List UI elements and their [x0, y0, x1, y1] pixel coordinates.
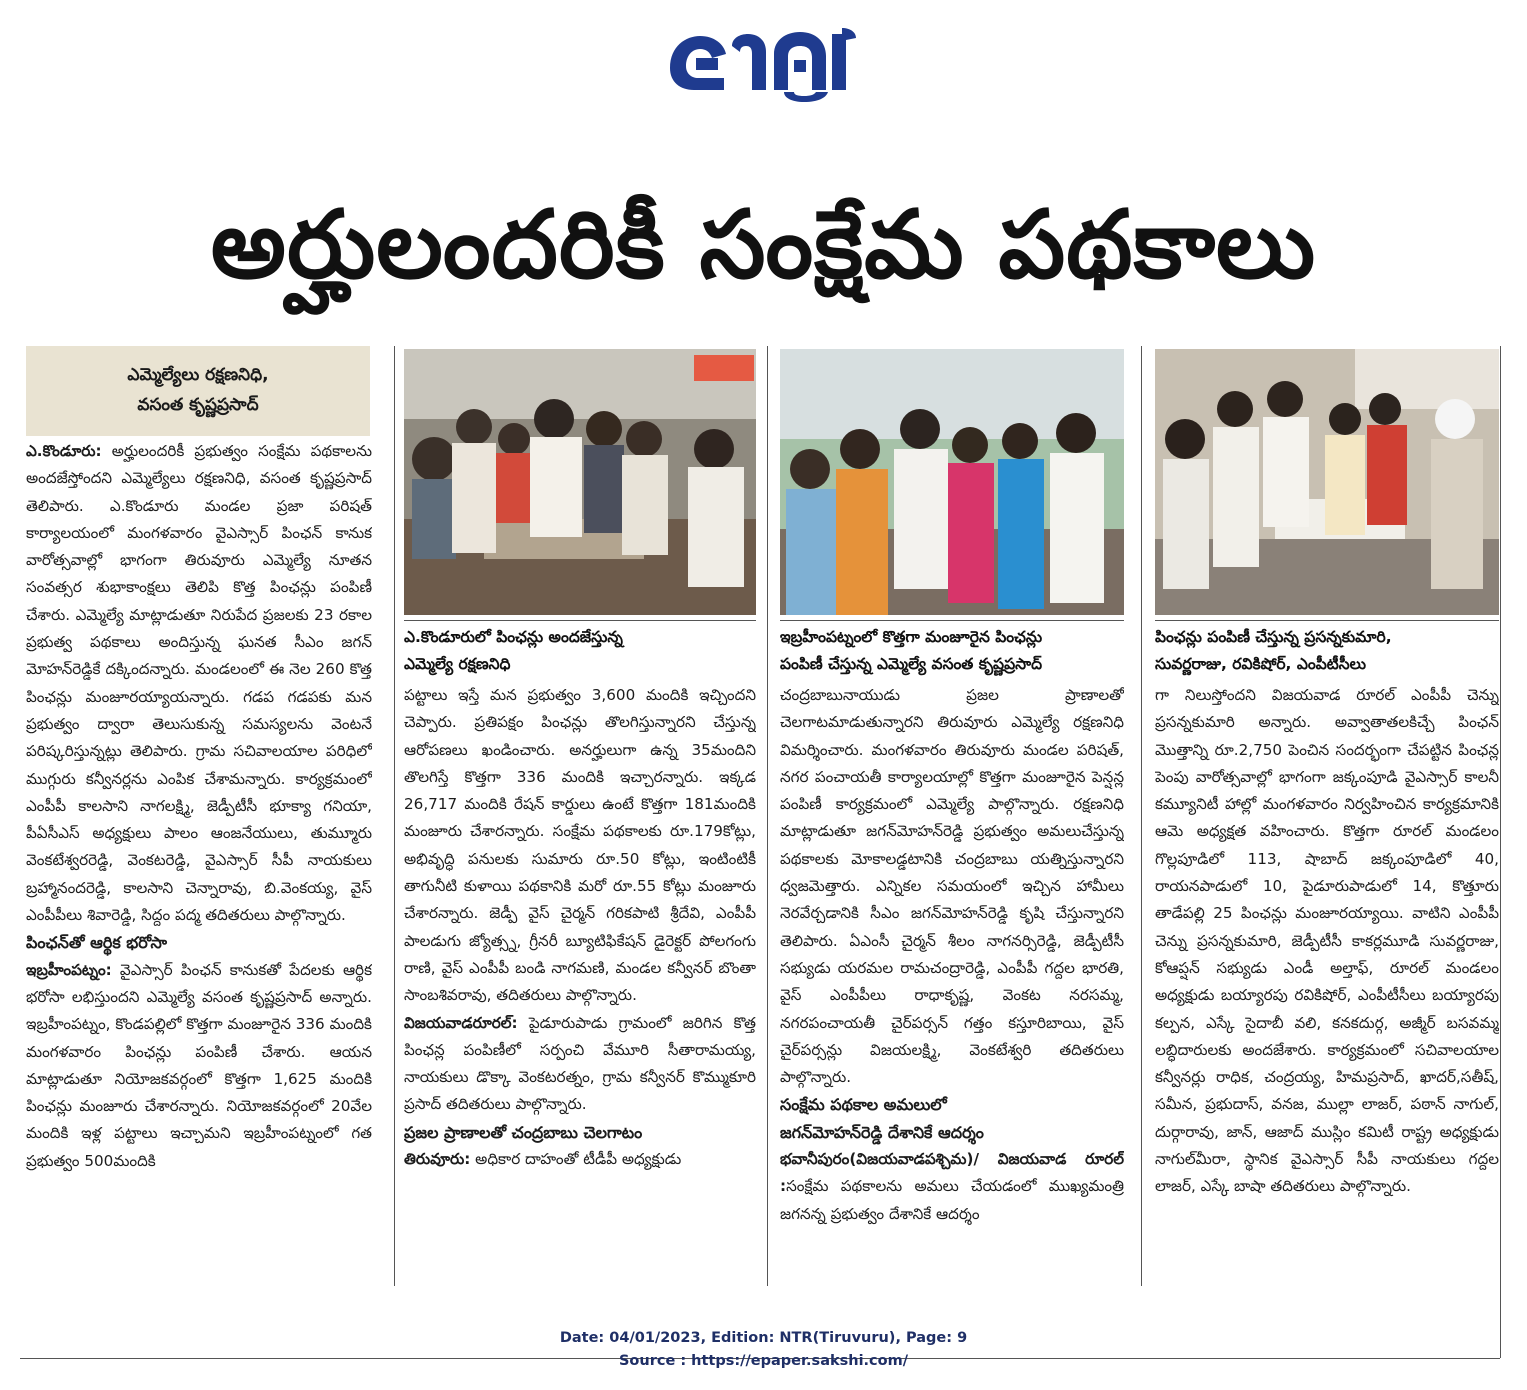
photo-2-caption-line-2: పంపిణీ చేస్తున్న ఎమ్మెల్యే వసంత కృష్ణప్రసాద్	[780, 655, 1043, 673]
photo-2-caption	[780, 624, 1140, 678]
col3-paragraph-2	[780, 1146, 1124, 1228]
column-rule-3	[1141, 346, 1142, 1286]
photo-1-caption	[404, 624, 760, 678]
photo-3-caption-rule	[1155, 620, 1499, 621]
byline-line-2: వసంత కృష్ణప్రసాద్	[137, 395, 259, 415]
col1-paragraph-2	[26, 957, 372, 1175]
col3-paragraph-1: చంద్రబాబునాయుడు ప్రజల ప్రాణాలతో చెలగాటమాడుతున్నారని తిరువూరు ఎమ్మెల్యే రక్షణనిధి విమర్శించారు. మంగళవారం తిరువూరు మండల పరిషత్, నగర పంచాయతీ కార్యాలయాల్లో కొత్తగా మంజూరైన పెన్షన్ల పంపిణీ కార్యక్రమంలో ఎమ్మెల్యే పాల్గొన్నారు. రక్షణనిధి మాట్లాడుతూ జగన్‌మోహన్‌రెడ్డి ప్రభుత్వం అమలుచేస్తున్న పథకాలకు మోకాలడ్డటానికి చంద్రబాబు యత్నిస్తున్నారని ధ్వజమెత్తారు. ఎన్నికల సమయంలో ఇచ్చిన హామీలు నెరవేర్చడానికి సీఎం జగన్‌మోహన్‌రెడ్డి కృషి చేస్తున్నారని తెలిపారు. ఏఎంసీ చైర్మన్ శీలం నాగనర్సిరెడ్డి, జెడ్పీటీసీ సభ్యుడు యరమల రామచంద్రారెడ్డి, ఎంపీపీ గద్దల భారతి, వైస్ ఎంపీపీలు రాధాకృష్ణ, వెంకట నరసమ్మ, నగరపంచాయతీ చైర్‌పర్సన్ గత్తం కస్తూరిబాయి, వైస్ చైర్‌పర్సన్లు విజయలక్ష్మి, వెంకటేశ్వరి తదితరులు పాల్గొన్నారు.	[780, 686, 1124, 1087]
column-rule-4	[1500, 346, 1501, 1358]
col1-paragraph-1	[26, 438, 372, 929]
photo-1-image	[404, 349, 756, 615]
photo-1	[404, 349, 756, 615]
footer-date-edition: Date: 04/01/2023, Edition: NTR(Tiruvuru), Page: 9	[559, 1330, 968, 1346]
col3-subhead-1: సంక్షేమ పథకాల అమలులో	[780, 1095, 947, 1115]
sakshi-logo	[666, 24, 862, 104]
col4-paragraph-1: గా నిలుస్తోందని విజయవాడ రూరల్ ఎంపీపీ చెన్ను ప్రసన్నకుమారి అన్నారు. అవ్వాతాతలకిచ్చే పింఛన్ మొత్తాన్ని రూ.2,750 పెంచిన సందర్భంగా చేపట్టిన పింఛన్ల పెంపు వారోత్సవాల్లో భాగంగా జక్కంపూడి వైఎస్సార్ కాలనీ కమ్యూనిటీ హాల్లో మంగళవారం నిర్వహించిన కార్యక్రమానికి ఆమె అధ్యక్షత వహించారు. కొత్తగా రూరల్ మండలం గొల్లపూడిలో 113, షాబాద్ జక్కంపూడిలో 40, రాయనపాడులో 10, పైడూరుపాడులో 14, కొత్తూరు తాడేపల్లి 25 పింఛన్లు మంజూరయ్యాయి. వాటిని ఎంపీపీ చెన్ను ప్రసన్నకుమారి, జెడ్పీటీసీ కాకర్లమూడి సువర్ణరాజు, కోఆప్షన్ సభ్యుడు ఎండీ అల్తాఫ్, రూరల్ మండలం అధ్యక్షుడు బయ్యారపు రవికిషోర్, ఎంపీటీసీలు బయ్యారపు కల్పన, ఎస్కే సైదాబీ వలి, కనకదుర్గ, అజ్మీర్ బసవమ్మ లబ్ధిదారులకు అందజేశారు. కార్యక్రమంలో సచివాలయాల కన్వీనర్లు రాధిక, చంద్రయ్య, హిమప్రసాద్, ఖాదర్,సతీష్, సమీన, ప్రభుదాస్, వనజ, ముల్లా లాజర్, పఠాన్ నాగుల్, దుర్గారావు, జాన్, ఆజాద్ ముస్లిం కమిటీ రాష్ట్ర అధ్యక్షుడు నాగుల్‌మీరా, స్థానిక వైఎస్సార్ సీపీ నాయకులు గద్దల లాజర్, ఎస్కే బాషా తదితరులు పాల్గొన్నారు.	[1155, 686, 1499, 1196]
byline-box	[26, 346, 370, 436]
col3-subhead-2: జగన్‌మోహన్‌రెడ్డి దేశానికే ఆదర్శం	[780, 1122, 984, 1142]
footer-source: Source : https://epaper.sakshi.com/	[618, 1353, 909, 1369]
column-rule-2	[767, 346, 768, 1286]
article-column-1	[26, 438, 372, 1288]
col2-paragraph-1: పట్టాలు ఇస్తే మన ప్రభుత్వం 3,600 మందికి ఇచ్చిందని చెప్పారు. ప్రతిపక్షం పింఛన్లు తొలగిస్తున్నారని చేస్తున్న ఆరోపణలు ఖండించారు. అనర్హులుగా ఉన్న 35మందిని తొలగిస్తే కొత్తగా 336 మందికి ఇచ్చారన్నారు. ఇక్కడ 26,717 మందికి రేషన్ కార్డులు ఉంటే కొత్తగా 181మందికి మంజూరు చేశారన్నారు. సంక్షేమ పథకాలకు రూ.179కోట్లు, అభివృద్ధి పనులకు సుమారు రూ.50 కోట్లు, ఇంటింటికీ తాగునీటి కుళాయి పథకానికి మరో రూ.55 కోట్లు మంజూరు చేశారన్నారు. జెడ్పీ వైస్ చైర్మన్ గరికపాటి శ్రీదేవి, ఎంపీపీ పాలడుగు జ్యోత్స్న, గ్రీనరీ బ్యూటిఫికేషన్ డైరెక్టర్ పోలగంగు రాణి, వైస్ ఎంపీపీ బండి నాగమణి, మండల కన్వీనర్ బొంతా సాంబశివరావు, తదితరులు పాల్గొన్నారు.	[404, 686, 756, 1005]
photo-3-caption-line-1: పింఛన్లు పంపిణీ చేస్తున్న ప్రసన్నకుమారి,	[1155, 628, 1392, 646]
col3-dateline-2: భవానీపురం(విజయవాడపశ్చిమ)/ విజయవాడ రూరల్ :	[780, 1150, 1124, 1196]
col2-text-3: అధికార దాహంతో టీడీపీ అధ్యక్షుడు	[470, 1150, 682, 1169]
col3-text-2: సంక్షేమ పథకాలను అమలు చేయడంలో ముఖ్యమంత్రి జగనన్న ప్రభుత్వం దేశానికే ఆదర్శం	[780, 1177, 1124, 1223]
photo-2	[780, 349, 1124, 615]
col2-text-2: పైడూరుపాడు గ్రామంలో జరిగిన కొత్త పింఛన్ల పంపిణీలో సర్పంచి వేమూరి సీతారామయ్య, నాయకులు డొక్కా వెంకటరత్నం, గ్రామ కన్వీనర్ కొమ్ముకూరి ప్రసాద్ తదితరులు పాల్గొన్నారు.	[404, 1013, 756, 1114]
photo-3-image	[1155, 349, 1499, 615]
photo-3	[1155, 349, 1499, 615]
photo-1-caption-line-1: ఎ.కొండూరులో పింఛన్లు అందజేస్తున్న	[404, 628, 623, 646]
col2-paragraph-2	[404, 1010, 756, 1119]
headline: అర్హులందరికీ సంక్షేమ పథకాలు	[210, 191, 1317, 300]
col1-dateline-1: ఎ.కొండూరు:	[26, 442, 102, 460]
article-column-4	[1155, 682, 1499, 1288]
photo-3-caption	[1155, 624, 1505, 678]
col2-paragraph-3	[404, 1146, 756, 1173]
col1-text-1: అర్హులందరికీ ప్రభుత్వం సంక్షేమ పథకాలను అందజేస్తోందని ఎమ్మెల్యేలు రక్షణనిధి, వసంత కృష్ణప్రసాద్ తెలిపారు. ఎ.కొండూరు మండల ప్రజా పరిషత్ కార్యాలయంలో మంగళవారం వైఎస్సార్ పింఛన్ కానుక వారోత్సవాల్లో భాగంగా తిరువూరు ఎమ్మెల్యే నూతన సంవత్సర శుభాకాంక్షలు తెలిపి కొత్త పింఛన్లు పంపిణీ చేశారు. ఎమ్మెల్యే మాట్లాడుతూ నిరుపేద ప్రజలకు 23 రకాల ప్రభుత్వ పథకాలు అందిస్తున్న ఘనత సీఎం జగన్ మోహన్‌రెడ్డికే దక్కిందన్నారు. మండలంలో ఈ నెల 260 కొత్త పింఛన్లు మంజూరయ్యాయన్నారు. గడప గడపకు మన ప్రభుత్వం ద్వారా తెలుసుకున్న సమస్యలను వెంటనే పరిష్కరిస్తున్నట్లు తెలిపారు. గ్రామ సచివాలయాల పరిధిలో ముగ్గురు కన్వీనర్లను ఎంపిక చేశామన్నారు. కార్యక్రమంలో ఎంపీపీ కాలసాని నాగలక్ష్మి, జెడ్పీటీసీ భూక్యా గనియా, పీఏసీఎస్ అధ్యక్షులు పాలం ఆంజనేయులు, తుమ్మూరు వెంకటేశ్వరరెడ్డి, వెంకటరెడ్డి, వైఎస్సార్ సీపీ నాయకులు బ్రహ్మానందరెడ్డి, కాలసాని చెన్నారావు, బి.వెంకయ్య, వైస్ ఎంపీపీలు శివారెడ్డి, సిద్దం పద్మ తదితరులు పాల్గొన్నారు.	[26, 442, 372, 925]
col1-subhead: పింఛన్‌తో ఆర్థిక భరోసా	[26, 933, 167, 953]
byline-line-1: ఎమ్మెల్యేలు రక్షణనిధి,	[127, 365, 269, 385]
article-column-3	[780, 682, 1124, 1288]
photo-3-caption-line-2: సువర్ణరాజు, రవికిషోర్, ఎంపీటీసీలు	[1155, 655, 1366, 673]
col2-subhead: ప్రజల ప్రాణాలతో చంద్రబాబు చెలగాటం	[404, 1122, 643, 1142]
photo-2-image	[780, 349, 1124, 615]
photo-2-caption-line-1: ఇబ్రహీంపట్నంలో కొత్తగా మంజూరైన పింఛన్లు	[780, 628, 1043, 646]
col2-dateline-3: తిరువూరు:	[404, 1150, 471, 1169]
col2-dateline-2: విజయవాడరూరల్:	[404, 1013, 518, 1032]
article-column-2	[404, 682, 756, 1288]
column-rule-1	[394, 346, 395, 1286]
photo-1-caption-line-2: ఎమ్మెల్యే రక్షణనిధి	[404, 655, 511, 673]
col1-dateline-2: ఇబ్రహీంపట్నం:	[26, 960, 112, 979]
photo-1-caption-rule	[404, 620, 756, 621]
photo-2-caption-rule	[780, 620, 1124, 621]
col1-text-2: వైఎస్సార్ పింఛన్ కానుకతో పేదలకు ఆర్థిక భరోసా లభిస్తుందని ఎమ్మెల్యే వసంత కృష్ణప్రసాద్ అన్నారు. ఇబ్రహీంపట్నం, కొండపల్లిలో కొత్తగా మంజూరైన 336 మందికి మంగళవారం పింఛన్లు పంపిణీ చేశారు. ఆయన మాట్లాడుతూ నియోజకవర్గంలో కొత్తగా 1,625 మందికి పింఛన్లు మంజూరు చేశారన్నారు. నియోజకవర్గంలో 20వేల మందికి ఇళ్ల పట్టాలు ఇచ్చామని ఇబ్రహీంపట్నంలో గత ప్రభుత్వం 500మందికి	[26, 960, 372, 1170]
